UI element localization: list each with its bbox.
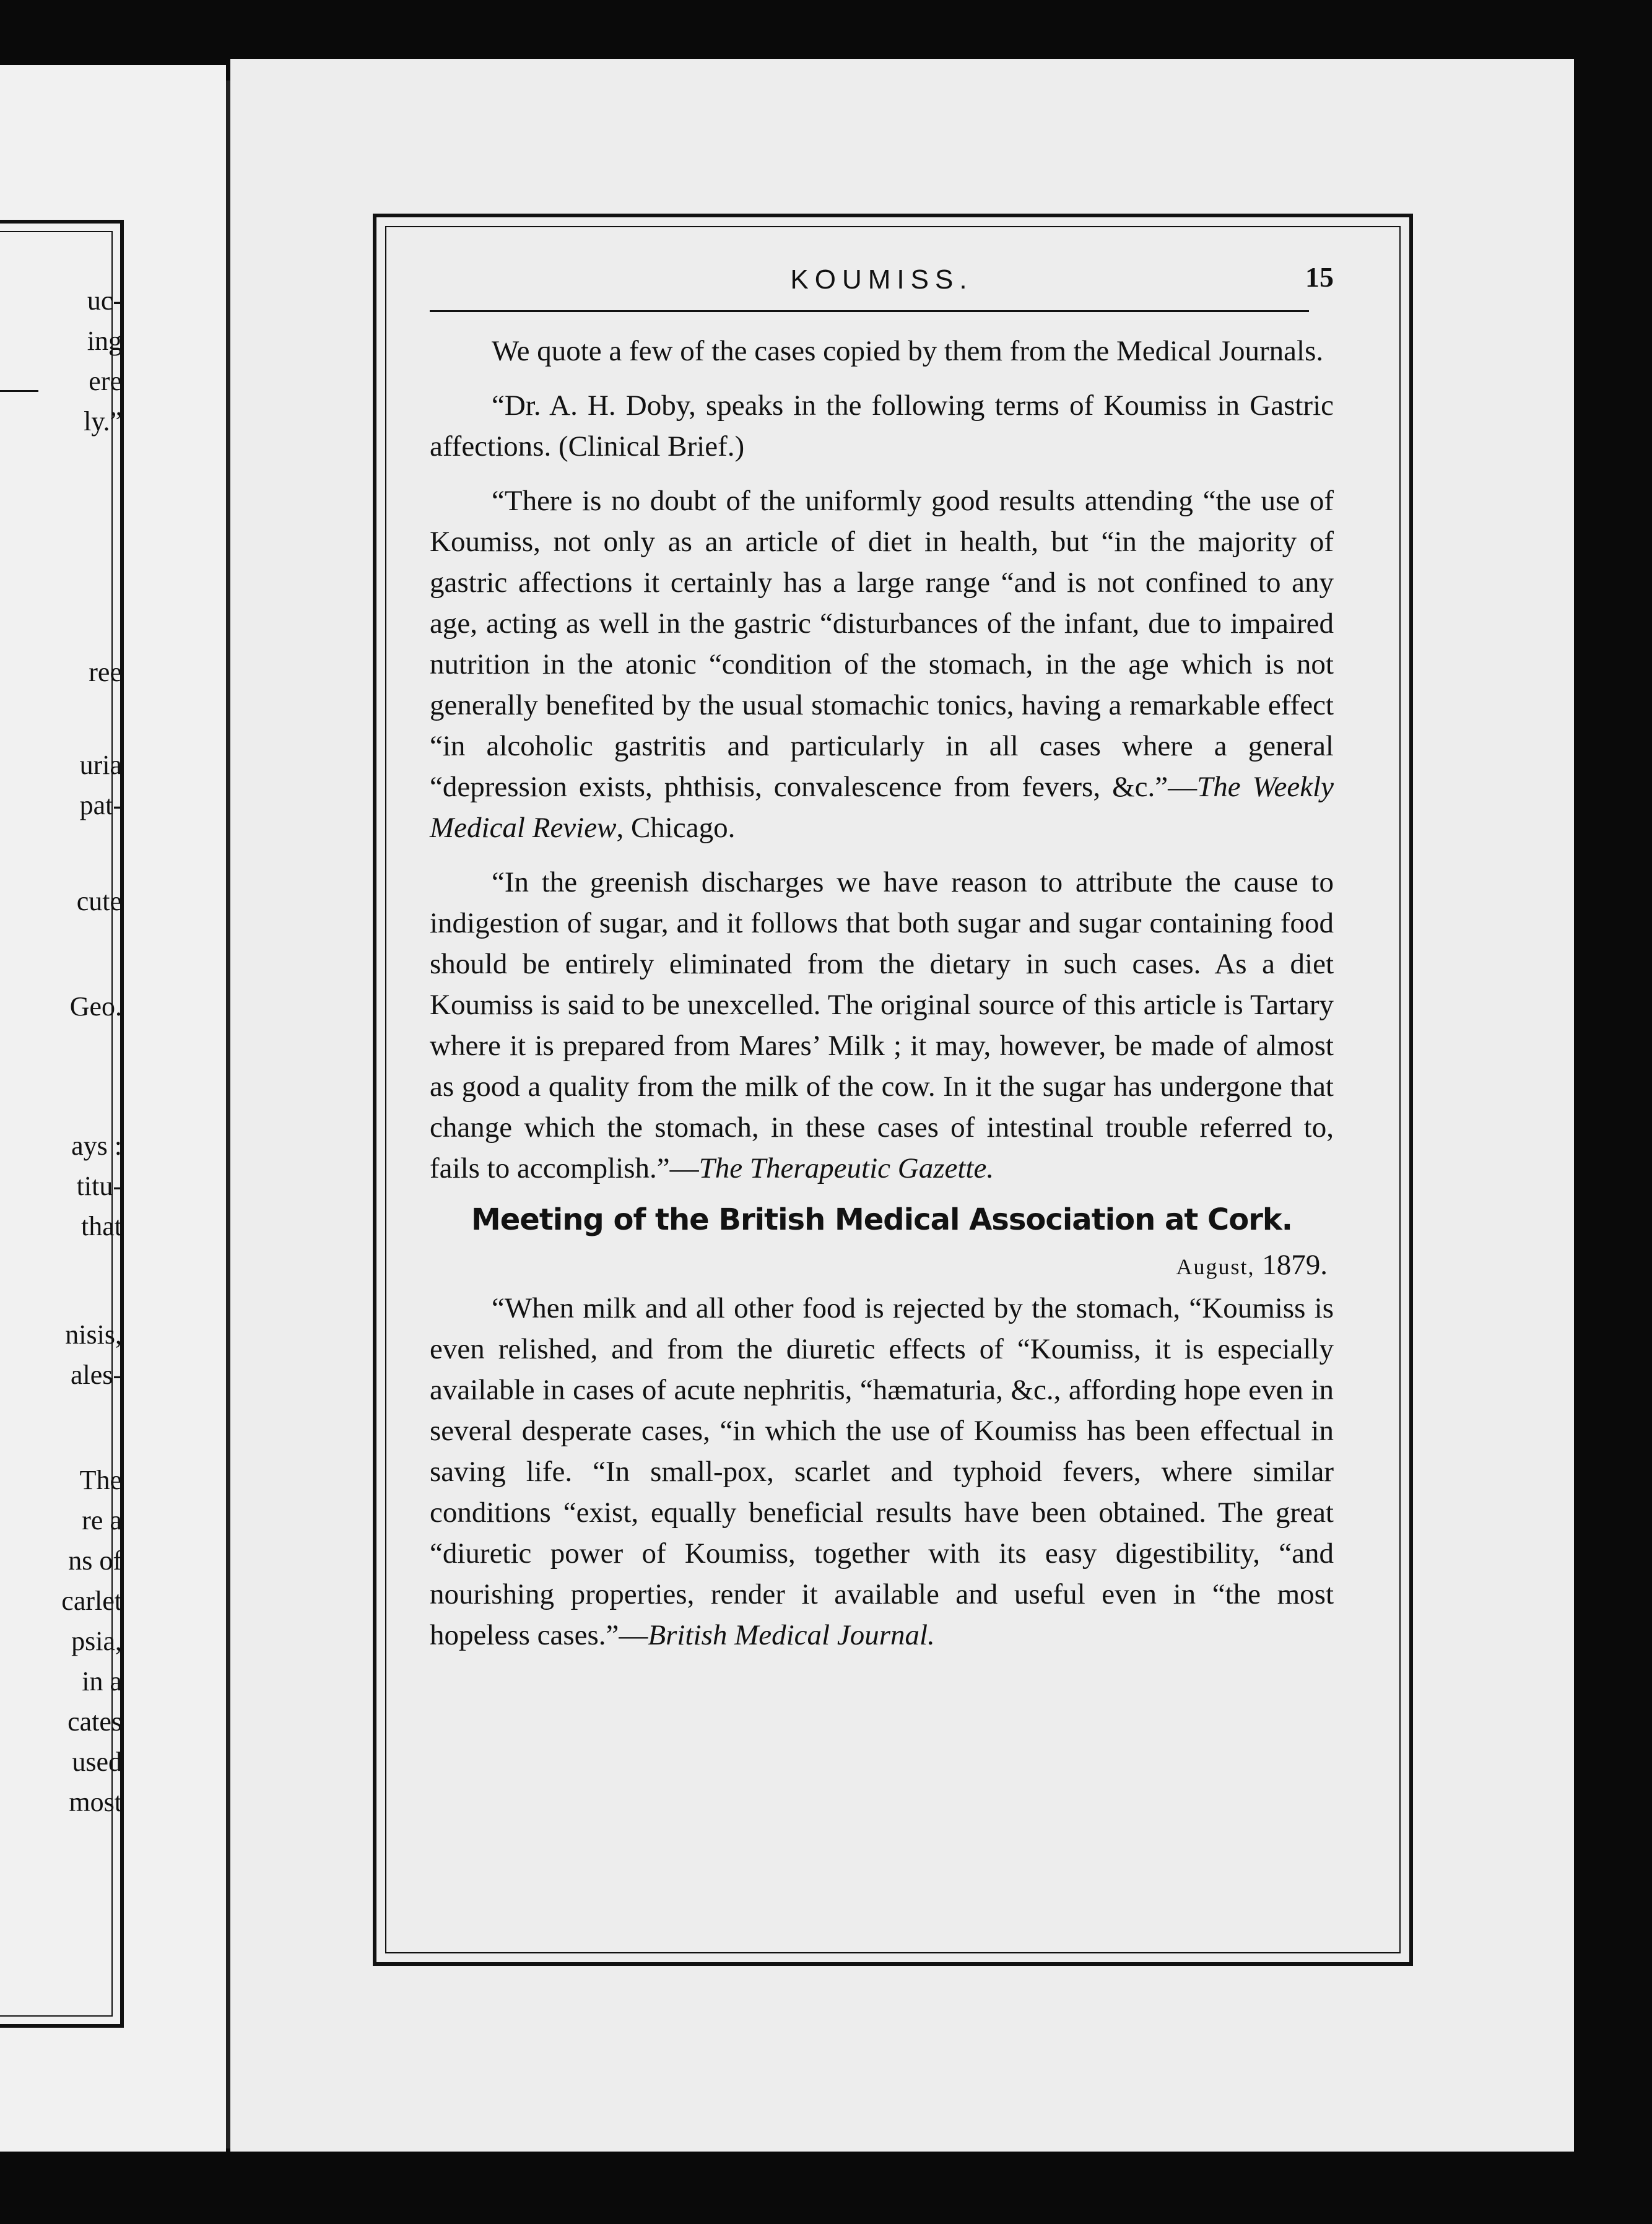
facing-page-line-fragment: re a — [82, 1505, 122, 1536]
quote-text: “There is no doubt of the uniformly good results attending “the use of Koumiss, not only as an article of diet in health, but “in the majority of gastric affections it certainly has a large range “and is not confined to any age, acting as well in the gastric “disturbances of the infant, due to impaired nutrition in the atonic “condition of the stomach, in the age which is not generally benefited by the usual stomachic tonics, having a remarkable effect “in alcoholic gastritis and particularly in all cases where a general “depression exists, phthisis, convalescence from fevers, &c.”— — [430, 485, 1334, 803]
dateline — [430, 1248, 1328, 1282]
facing-page-line-fragment: ays : — [71, 1131, 122, 1161]
facing-page-line-fragment: used — [72, 1747, 122, 1777]
quote-source: British Medical Journal. — [648, 1619, 935, 1651]
paragraph-doby-intro: “Dr. A. H. Doby, speaks in the following terms of Koumiss in Gastric affections. (Clinical Brief.) — [430, 389, 1334, 463]
quote-weekly-medical-review — [430, 480, 1334, 848]
book-page — [230, 59, 1574, 2152]
book-gutter — [226, 80, 230, 2148]
facing-page-line-fragment: ere — [89, 366, 122, 396]
facing-page-line-fragment: titu- — [76, 1171, 122, 1201]
facing-page-line-fragment: Geo. — [69, 991, 122, 1022]
facing-page-line-fragment: nisis, — [65, 1319, 122, 1350]
facing-page-line-fragment: ing — [87, 326, 122, 356]
quote-source: The Therapeutic Gazette. — [698, 1152, 994, 1184]
facing-page-line-fragment: ly.” — [84, 406, 122, 437]
page-border-frame — [373, 214, 1413, 1966]
header-rule — [430, 310, 1309, 312]
quote-source: The Weekly Medical Review — [430, 771, 1334, 844]
facing-page — [0, 65, 226, 2152]
facing-page-line-fragment: carlet — [61, 1586, 122, 1616]
page-content — [430, 252, 1334, 1669]
facing-page-line-fragment: ns of — [68, 1545, 122, 1576]
running-head — [430, 252, 1334, 302]
section-heading: Meeting of the British Medical Association at Cork. — [471, 1202, 1293, 1237]
running-title: KOUMISS. — [790, 264, 973, 295]
facing-page-line-fragment: ales- — [70, 1360, 122, 1390]
dateline-year: 1879. — [1262, 1249, 1328, 1281]
facing-page-line-fragment: pat- — [79, 790, 122, 820]
facing-page-line-fragment: uria — [79, 750, 122, 780]
paragraph-intro: We quote a few of the cases copied by them from the Medical Journals. — [492, 335, 1324, 367]
facing-page-line-fragment: in a — [82, 1666, 122, 1696]
facing-page-line-fragment: cute — [76, 886, 122, 916]
facing-page-line-fragment: cates — [67, 1706, 122, 1737]
facing-page-line-fragment: uc- — [87, 285, 122, 316]
quote-source-place: , Chicago. — [616, 812, 736, 844]
facing-page-line-fragment: The — [79, 1465, 122, 1495]
quote-british-medical-journal — [430, 1288, 1334, 1656]
facing-page-line-fragment: psia, — [71, 1626, 122, 1656]
quote-therapeutic-gazette — [430, 862, 1334, 1189]
page-inner-border — [385, 226, 1401, 1953]
facing-page-line-fragment: ree — [89, 657, 122, 687]
quote-text: “In the greenish discharges we have reason to attribute the cause to indigestion of sugar, and it follows that both sugar and sugar containing food should be entirely eliminated from the dietary in such cases. As a diet Koumiss is said to be unexcelled. The original source of this article is Tartary where it is prepared from Mares’ Milk ; it may, however, be made of almost as good a quality from the milk of the cow. In it the sugar has undergone that change which the stomach, in these cases of intestinal trouble referred to, fails to accomplish.”— — [430, 866, 1334, 1184]
page-number: 15 — [1305, 261, 1334, 293]
dateline-month: August, — [1176, 1254, 1255, 1279]
facing-page-line-fragment: that — [81, 1211, 122, 1241]
quote-text: “When milk and all other food is rejected by the stomach, “Koumiss is even relished, and from the diuretic effects of “Koumiss, it is especially available in cases of acute nephritis, “hæmaturia, &c., affording hope even in several desperate cases, “in which the use of Koumiss has been effectual in saving life. “In small-pox, scarlet and typhoid fevers, where similar conditions “exist, equally beneficial results have been obtained. The great “diuretic power of Koumiss, together with its easy digestibility, “and nourishing properties, render it available and useful even in “the most hopeless cases.”— — [430, 1292, 1334, 1651]
facing-page-line-fragment: most — [69, 1787, 122, 1817]
